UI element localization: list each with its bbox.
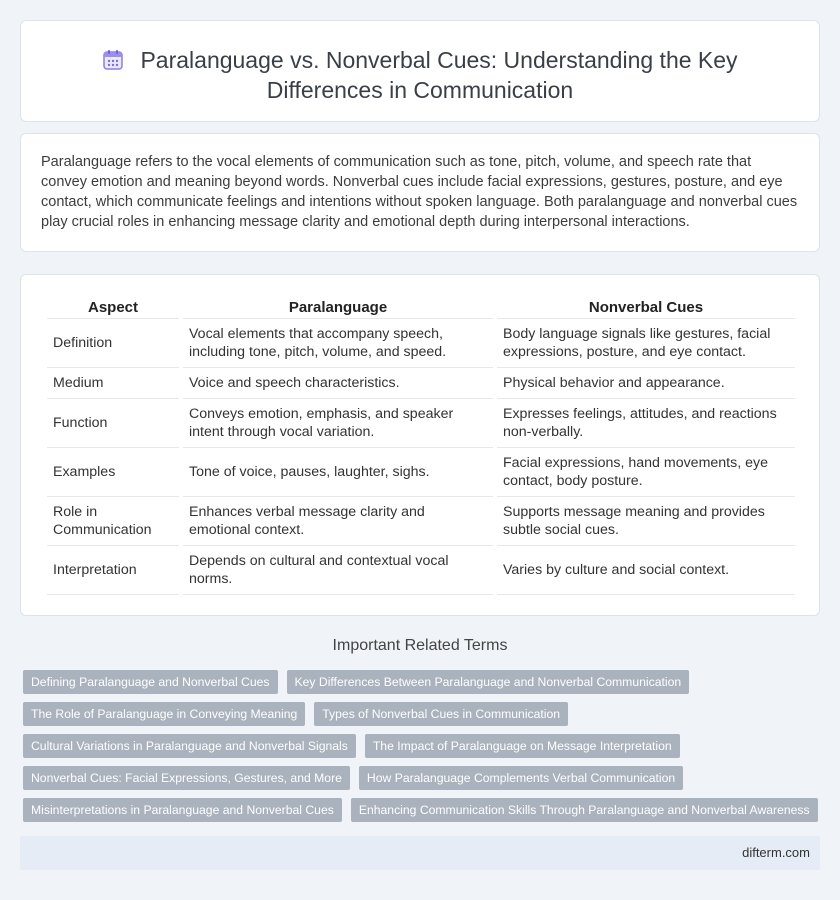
cell-paralanguage: Enhances verbal message clarity and emotional context. — [183, 497, 493, 546]
table-row — [47, 546, 795, 595]
intro-card — [20, 133, 820, 252]
cell-nonverbal: Supports message meaning and provides subtle social cues. — [497, 497, 795, 546]
tag-row — [23, 734, 823, 758]
related-term-link[interactable]: Enhancing Communication Skills Through Paralanguage and Nonverbal Awareness — [351, 798, 818, 822]
table-row — [47, 319, 795, 368]
related-term-link[interactable]: Key Differences Between Paralanguage and Nonverbal Communication — [287, 670, 690, 694]
cell-nonverbal: Physical behavior and appearance. — [497, 368, 795, 399]
cell-aspect: Definition — [47, 319, 179, 368]
related-term-link[interactable]: Nonverbal Cues: Facial Expressions, Gestures, and More — [23, 766, 350, 790]
related-term-link[interactable]: Types of Nonverbal Cues in Communication — [314, 702, 568, 726]
related-term-link[interactable]: Misinterpretations in Paralanguage and Nonverbal Cues — [23, 798, 342, 822]
related-term-link[interactable]: The Role of Paralanguage in Conveying Meaning — [23, 702, 305, 726]
tag-row — [23, 670, 823, 694]
related-term-link[interactable]: The Impact of Paralanguage on Message Interpretation — [365, 734, 680, 758]
cell-aspect: Function — [47, 399, 179, 448]
related-term-link[interactable]: Cultural Variations in Paralanguage and Nonverbal Signals — [23, 734, 356, 758]
title-card — [20, 20, 820, 122]
calendar-icon — [102, 48, 124, 70]
cell-paralanguage: Depends on cultural and contextual vocal norms. — [183, 546, 493, 595]
comparison-table — [43, 295, 799, 595]
cell-paralanguage: Conveys emotion, emphasis, and speaker intent through vocal variation. — [183, 399, 493, 448]
table-row — [47, 448, 795, 497]
tag-row — [23, 702, 823, 726]
cell-nonverbal: Expresses feelings, attitudes, and reactions non-verbally. — [497, 399, 795, 448]
related-term-link[interactable]: Defining Paralanguage and Nonverbal Cues — [23, 670, 278, 694]
comparison-card — [20, 274, 820, 616]
cell-paralanguage: Voice and speech characteristics. — [183, 368, 493, 399]
table-row — [47, 368, 795, 399]
page-title-wrap — [81, 45, 759, 105]
related-terms-title: Important Related Terms — [332, 637, 508, 654]
related-term-link[interactable]: How Paralanguage Complements Verbal Communication — [359, 766, 683, 790]
table-row — [47, 399, 795, 448]
footer — [20, 836, 820, 870]
cell-aspect: Examples — [47, 448, 179, 497]
header-nonverbal: Nonverbal Cues — [497, 295, 795, 319]
cell-nonverbal: Facial expressions, hand movements, eye contact, body posture. — [497, 448, 795, 497]
site-name[interactable]: difterm.com — [742, 845, 810, 860]
header-paralanguage: Paralanguage — [183, 295, 493, 319]
page-title: Paralanguage vs. Nonverbal Cues: Understanding the Key Differences in Communication — [140, 47, 738, 103]
cell-paralanguage: Tone of voice, pauses, laughter, sighs. — [183, 448, 493, 497]
cell-aspect: Role in Communication — [47, 497, 179, 546]
intro-paragraph: Paralanguage refers to the vocal elements of communication such as tone, pitch, volume, and speech rate that convey emotion and meaning beyond words. Nonverbal cues include facial expressions, gestures, posture, and eye contact, which communicate feelings and intentions without spoken language. Both paralanguage and nonverbal cues play crucial roles in enhancing message clarity and emotional depth during interpersonal interactions. — [41, 154, 798, 230]
related-terms-list — [23, 670, 823, 830]
table-row — [47, 497, 795, 546]
cell-aspect: Medium — [47, 368, 179, 399]
cell-nonverbal: Varies by culture and social context. — [497, 546, 795, 595]
tag-row — [23, 798, 823, 822]
cell-paralanguage: Vocal elements that accompany speech, including tone, pitch, volume, and speed. — [183, 319, 493, 368]
cell-aspect: Interpretation — [47, 546, 179, 595]
table-header-row — [47, 295, 795, 319]
tag-row — [23, 766, 823, 790]
header-aspect: Aspect — [47, 295, 179, 319]
cell-nonverbal: Body language signals like gestures, facial expressions, posture, and eye contact. — [497, 319, 795, 368]
